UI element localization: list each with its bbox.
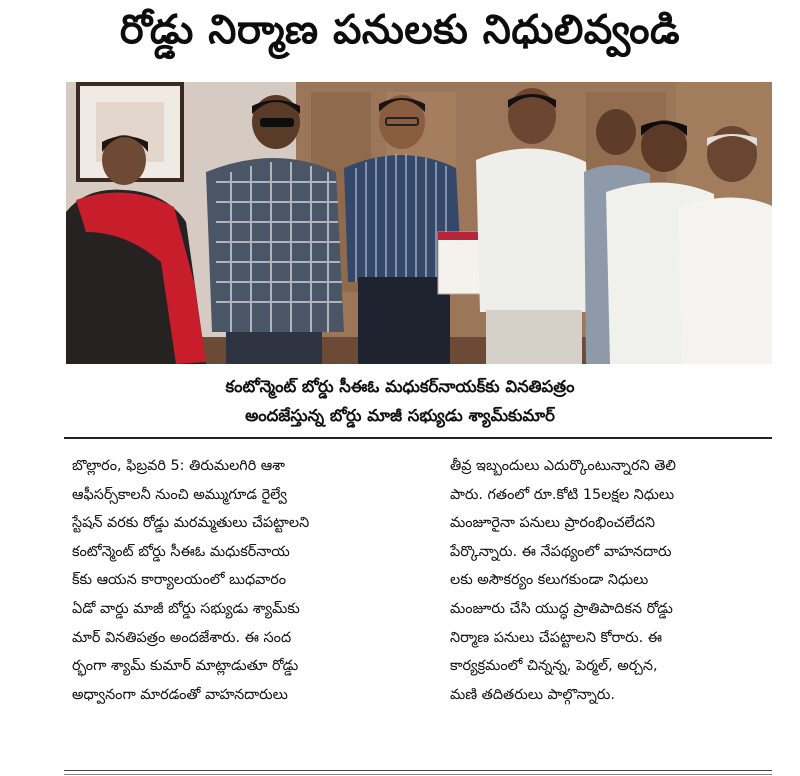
article-column-right <box>450 452 772 709</box>
divider-bottom-thin <box>64 774 772 775</box>
divider-bottom <box>64 770 772 771</box>
article-line: క్‌కు ఆయన కార్యాలయంలో బుధవారం <box>72 572 287 589</box>
caption-line-2: అందజేస్తున్న బోర్డు మాజీ సభ్యుడు శ్యామ్‌కుమార్ <box>245 406 555 425</box>
article-line: కార్యక్రమంలో చిన్నన్న, పెర్మల్, అర్చన, <box>450 658 658 675</box>
article-line: స్టేషన్ వరకు రోడ్డు మరమ్మతులు చేపట్టాలని <box>72 515 310 532</box>
article-line: మంజూరైనా పనులు ప్రారంభించలేదని <box>450 515 656 532</box>
article-line: పేర్కొన్నారు. ఈ నేపథ్యంలో వాహనదారు <box>450 543 672 560</box>
headline: రోడ్డు నిర్మాణ పనులకు నిధులివ్వండి <box>119 7 681 53</box>
news-photo <box>66 82 772 364</box>
article-line: ర్భంగా శ్యామ్ కుమార్ మాట్లాడుతూ రోడ్డు <box>72 658 299 675</box>
article-line: కంటోన్మెంట్ బోర్డు సీఈఓ మధుకర్‌నాయ <box>72 543 290 560</box>
article-line: బొల్లారం, ఫిబ్రవరి 5: తిరుమలగిరి ఆశా <box>72 458 285 474</box>
article-line: నిర్మాణ పనులు చేపట్టాలని కోరారు. ఈ <box>450 629 663 646</box>
photo-caption <box>0 372 800 430</box>
article-line: అధ్వానంగా మారడంతో వాహనదారులు <box>72 686 288 703</box>
article-line: లకు అసౌకర్యం కలుగకుండా నిధులు <box>450 572 649 589</box>
article-line: మార్ వినతిపత్రం అందజేశారు. ఈ సంద <box>72 629 292 646</box>
article-line: మణి తదితరులు పాల్గొన్నారు. <box>450 686 615 703</box>
article-line: ఆఫీసర్స్‌కాలనీ నుంచి అమ్ముగూడ రైల్వే <box>72 486 287 503</box>
article-line: ఏడో వార్డు మాజీ బోర్డు సభ్యుడు శ్యామ్‌కు <box>72 600 300 617</box>
divider-top <box>64 437 772 439</box>
article-line: తీవ్ర ఇబ్బందులు ఎదుర్కొంటున్నారని తెలి <box>450 458 676 474</box>
photo-illustration <box>66 82 772 364</box>
article-line: మంజూరు చేసి యుద్ధ ప్రాతిపాదికన రోడ్డు <box>450 600 673 617</box>
article-line: పారు. గతంలో రూ.కోటి 15లక్షల నిధులు <box>450 486 675 503</box>
article-column-left <box>72 452 424 709</box>
caption-line-1: కంటోన్మెంట్ బోర్డు సీఈఓ మధుకర్‌నాయక్‌కు వినతిపత్రం <box>225 377 575 396</box>
